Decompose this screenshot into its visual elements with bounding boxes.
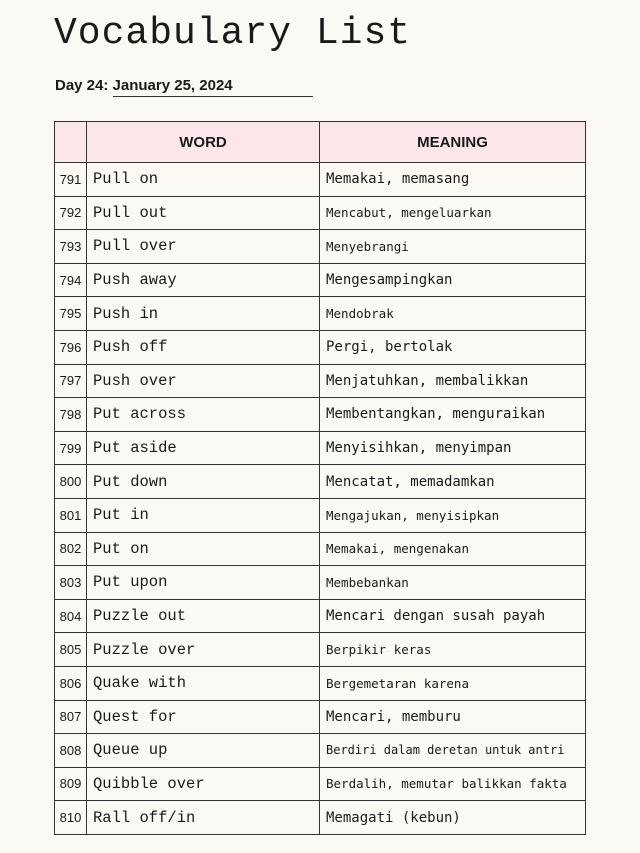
row-word: Quake with [87,666,320,700]
table-row [55,196,586,230]
row-number: 791 [55,163,87,197]
row-meaning: Membebankan [320,566,586,600]
row-number: 794 [55,263,87,297]
table-row [55,801,586,835]
table-row [55,431,586,465]
row-word: Push in [87,297,320,331]
row-number: 797 [55,364,87,398]
header-meaning: MEANING [320,122,586,163]
row-number: 795 [55,297,87,331]
row-meaning: Mencabut, mengeluarkan [320,196,586,230]
row-number: 803 [55,566,87,600]
row-meaning: Menjatuhkan, membalikkan [320,364,586,398]
table-row [55,465,586,499]
table-row [55,700,586,734]
row-meaning: Menyisihkan, menyimpan [320,431,586,465]
table-row [55,263,586,297]
row-meaning: Mencari, memburu [320,700,586,734]
row-meaning: Memakai, mengenakan [320,532,586,566]
row-meaning: Berpikir keras [320,633,586,667]
day-line [55,77,313,97]
table-row [55,734,586,768]
row-word: Push away [87,263,320,297]
table-row [55,566,586,600]
row-meaning: Bergemetaran karena [320,666,586,700]
row-word: Put aside [87,431,320,465]
row-meaning: Memakai, memasang [320,163,586,197]
row-number: 801 [55,498,87,532]
table-row [55,599,586,633]
table-row [55,532,586,566]
row-word: Rall off/in [87,801,320,835]
date-field: January 25, 2024 [113,77,313,97]
row-meaning: Berdalih, memutar balikkan fakta [320,767,586,801]
table-row [55,767,586,801]
row-word: Queue up [87,734,320,768]
row-word: Puzzle out [87,599,320,633]
row-word: Put upon [87,566,320,600]
day-label: Day 24: [55,77,109,94]
row-meaning: Memagati (kebun) [320,801,586,835]
row-number: 809 [55,767,87,801]
row-number: 796 [55,330,87,364]
row-number: 799 [55,431,87,465]
row-word: Pull on [87,163,320,197]
row-number: 798 [55,398,87,432]
table-row [55,330,586,364]
row-meaning: Membentangkan, menguraikan [320,398,586,432]
row-number: 802 [55,532,87,566]
row-number: 792 [55,196,87,230]
row-number: 805 [55,633,87,667]
vocabulary-table [54,121,586,835]
row-number: 806 [55,666,87,700]
row-meaning: Mengesampingkan [320,263,586,297]
table-row [55,666,586,700]
table-row [55,398,586,432]
row-meaning: Pergi, bertolak [320,330,586,364]
table-body [55,163,586,835]
row-meaning: Berdiri dalam deretan untuk antri [320,734,586,768]
row-word: Push off [87,330,320,364]
row-word: Quibble over [87,767,320,801]
row-number: 808 [55,734,87,768]
row-word: Push over [87,364,320,398]
header-number [55,122,87,163]
row-meaning: Mencatat, memadamkan [320,465,586,499]
row-word: Put in [87,498,320,532]
row-meaning: Mengajukan, menyisipkan [320,498,586,532]
table-row [55,297,586,331]
page-title: Vocabulary List [54,12,412,55]
row-word: Put across [87,398,320,432]
row-number: 800 [55,465,87,499]
row-meaning: Mendobrak [320,297,586,331]
row-meaning: Mencari dengan susah payah [320,599,586,633]
row-word: Pull out [87,196,320,230]
row-number: 807 [55,700,87,734]
row-word: Put on [87,532,320,566]
row-number: 793 [55,230,87,264]
row-word: Puzzle over [87,633,320,667]
row-word: Quest for [87,700,320,734]
table-row [55,498,586,532]
table-row [55,633,586,667]
row-number: 804 [55,599,87,633]
table-header-row [55,122,586,163]
table-row [55,230,586,264]
table-row [55,364,586,398]
row-number: 810 [55,801,87,835]
header-word: WORD [87,122,320,163]
row-word: Pull over [87,230,320,264]
row-meaning: Menyebrangi [320,230,586,264]
row-word: Put down [87,465,320,499]
table-row [55,163,586,197]
